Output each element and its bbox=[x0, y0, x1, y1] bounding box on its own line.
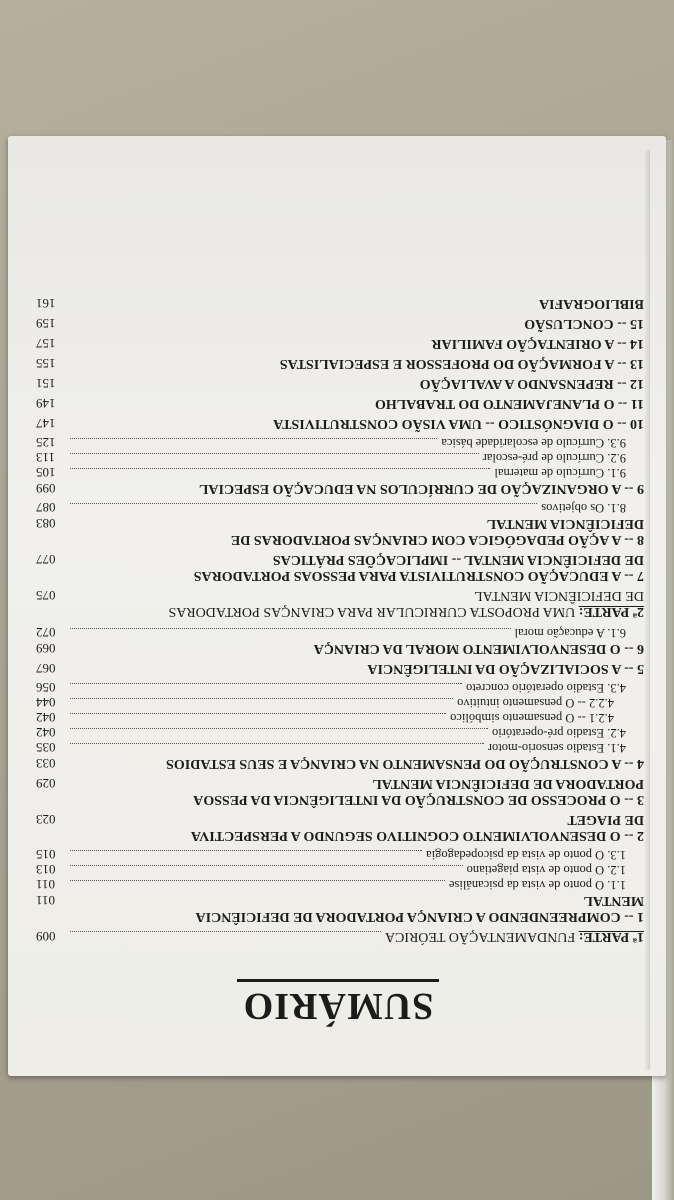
toc-chapter bbox=[36, 315, 644, 331]
subentry-title: 4.2.1 -- O pensamento simbólico bbox=[450, 711, 614, 725]
page-number: 023 bbox=[36, 812, 56, 827]
toc-chapter bbox=[36, 480, 644, 496]
subentry-title: 9.1. Currículo de maternal bbox=[494, 466, 626, 480]
dotted-leader bbox=[70, 683, 462, 684]
part-label: 2ª PARTE: bbox=[578, 604, 644, 619]
toc-chapter bbox=[36, 395, 644, 411]
page-number: 159 bbox=[36, 316, 56, 331]
toc-chapter bbox=[36, 892, 644, 924]
toc-subentry bbox=[36, 710, 644, 725]
dotted-leader bbox=[70, 728, 488, 729]
subentry-title: 6.1. A educação moral bbox=[514, 626, 626, 640]
toc-chapter bbox=[36, 375, 644, 391]
toc-chapter bbox=[36, 755, 644, 771]
toc-chapter bbox=[36, 415, 644, 431]
toc-subentry bbox=[36, 847, 644, 862]
chapter-title-line: BIBLIOGRAFIA bbox=[538, 296, 644, 311]
page-number: 044 bbox=[36, 695, 56, 710]
toc-subentry bbox=[36, 725, 644, 740]
chapter-title-line: 5 -- A SOCIALIZAÇÃO DA INTELIGÊNCIA bbox=[367, 661, 644, 676]
page-number: 105 bbox=[36, 465, 56, 480]
chapter-title-line: 12 -- REPENSANDO A AVALIAÇÃO bbox=[419, 376, 644, 391]
table-of-contents bbox=[36, 295, 644, 950]
page-number: 011 bbox=[36, 893, 56, 908]
chapter-title-line: DE DEFICIÊNCIA MENTAL -- IMPLICAÇÕES PRÁTICAS bbox=[272, 552, 644, 567]
chapter-title-line: 3 -- O PROCESSO DE CONSTRUÇÃO DA INTELIGÊNCIA DA PESSOA bbox=[193, 792, 644, 807]
toc-subentry bbox=[36, 435, 644, 450]
page-number: 099 bbox=[36, 481, 56, 496]
chapter-title-line: PORTADORA DE DEFICIÊNCIA MENTAL bbox=[372, 776, 644, 791]
dotted-leader bbox=[70, 865, 463, 866]
subentry-title: 4.1. Estadio sensorio-motor bbox=[487, 741, 626, 755]
toc-chapter bbox=[36, 660, 644, 676]
chapter-title-line: 11 -- O PLANEJAMENTO DO TRABALHO bbox=[374, 396, 644, 411]
subentry-title: 1.3. O ponto de vista da psicopedagogia bbox=[426, 848, 626, 862]
dotted-leader bbox=[70, 850, 422, 851]
dotted-leader bbox=[70, 931, 381, 932]
chapter-title-line: 4 -- A CONSTRUÇÃO DO PENSAMENTO NA CRIANÇA E SEUS ESTADIOS bbox=[166, 756, 644, 771]
subentry-title: 1.1. O ponto de vista da psicanálise bbox=[448, 878, 626, 892]
dotted-leader bbox=[70, 880, 445, 881]
toc-chapter bbox=[36, 295, 644, 311]
dotted-leader bbox=[70, 743, 484, 744]
page-number: 011 bbox=[36, 877, 56, 892]
page-number: 042 bbox=[36, 710, 56, 725]
subentry-title: 8.1. Os objetivos bbox=[541, 501, 626, 515]
toc-part-heading bbox=[36, 928, 644, 944]
page-number: 013 bbox=[36, 862, 56, 877]
toc-chapter bbox=[36, 355, 644, 371]
part-title: FUNDAMENTAÇÃO TEÓRICA bbox=[384, 929, 576, 944]
page-number: 151 bbox=[36, 376, 56, 391]
page-number: 075 bbox=[36, 588, 56, 603]
toc-subentry bbox=[36, 625, 644, 640]
chapter-title-line: 7 -- A EDUCAÇÃO CONSTRUTIVISTA PARA PESSOAS PORTADORAS bbox=[193, 568, 644, 583]
subentry-title: 4.2.2 -- O pensamento intuitivo bbox=[457, 696, 614, 710]
part-title-line: DE DEFICIÊNCIA MENTAL bbox=[474, 588, 644, 603]
subentry-title: 9.3. Currículo de escolaridade básica bbox=[441, 436, 626, 450]
page-number: 149 bbox=[36, 396, 56, 411]
toc-subentry bbox=[36, 450, 644, 465]
page-number: 087 bbox=[36, 500, 56, 515]
page-number: 072 bbox=[36, 625, 56, 640]
page-number: 035 bbox=[36, 740, 56, 755]
chapter-title-line: 8 -- A AÇÃO PEDAGÓGICA COM CRIANÇAS PORTADORAS DE bbox=[230, 532, 644, 547]
dotted-leader bbox=[70, 698, 453, 699]
page-number: 069 bbox=[36, 641, 56, 656]
toc-chapter bbox=[36, 335, 644, 351]
page-number: 015 bbox=[36, 847, 56, 862]
subentry-title: 1.2. O ponto de vista piagetiano bbox=[466, 863, 626, 877]
page-number: 033 bbox=[36, 756, 56, 771]
part-title-line: UMA PROPOSTA CURRICULAR PARA CRIANÇAS PORTADORAS bbox=[168, 604, 576, 619]
page-number: 009 bbox=[36, 929, 56, 944]
page-number: 067 bbox=[36, 661, 56, 676]
chapter-title-line: 14 -- A ORIENTAÇÃO FAMILIAR bbox=[431, 336, 644, 351]
page-number: 147 bbox=[36, 416, 56, 431]
dotted-leader bbox=[70, 628, 511, 629]
dotted-leader bbox=[70, 453, 479, 454]
chapter-title-line: 1 -- COMPREENDENDO A CRIANÇA PORTADORA DE DEFICIÊNCIA bbox=[195, 909, 644, 924]
toc-subentry bbox=[36, 465, 644, 480]
toc-subentry bbox=[36, 740, 644, 755]
dotted-leader bbox=[70, 503, 537, 504]
toc-subentry bbox=[36, 877, 644, 892]
toc-chapter bbox=[36, 551, 644, 583]
page-number: 157 bbox=[36, 336, 56, 351]
chapter-title-line: 9 -- A ORGANIZAÇÃO DE CURRÍCULOS NA EDUCAÇÃO ESPECIAL bbox=[199, 481, 644, 496]
toc-chapter bbox=[36, 515, 644, 547]
page-number: 155 bbox=[36, 356, 56, 371]
subentry-title: 9.2. Currículo de pré-escolar bbox=[482, 451, 626, 465]
toc-subentry bbox=[36, 500, 644, 515]
chapter-title-line: 15 -- CONCLUSÃO bbox=[524, 316, 644, 331]
toc-chapter bbox=[36, 640, 644, 656]
toc-subentry bbox=[36, 695, 644, 710]
page-number: 042 bbox=[36, 725, 56, 740]
page-number: 113 bbox=[36, 450, 56, 465]
toc-subentry bbox=[36, 862, 644, 877]
chapter-title-line: 6 -- O DESENVOLVIMENTO MORAL DA CRIANÇA bbox=[313, 641, 644, 656]
page-title: SUMÁRIO bbox=[237, 979, 440, 1028]
chapter-title-line: DE PIAGET bbox=[567, 812, 644, 827]
toc-chapter bbox=[36, 775, 644, 807]
toc-subentry bbox=[36, 680, 644, 695]
chapter-title-line: MENTAL bbox=[583, 893, 644, 908]
dotted-leader bbox=[70, 468, 490, 469]
chapter-title-line: 10 -- O DIAGNÓSTICO -- UMA VISÃO CONSTRUTIVISTA bbox=[273, 416, 644, 431]
subentry-title: 4.3. Estadio operatório concreto bbox=[465, 681, 626, 695]
page-number: 125 bbox=[36, 435, 56, 450]
page-number: 083 bbox=[36, 516, 56, 531]
page-number: 077 bbox=[36, 552, 56, 567]
chapter-title-line: DEFICIÊNCIA MENTAL bbox=[486, 516, 644, 531]
page-number: 161 bbox=[36, 296, 56, 311]
chapter-title-line: 2 -- O DESENVOLVIMENTO COGNITIVO SEGUNDO A PERSPECTIVA bbox=[190, 828, 644, 843]
page-number: 056 bbox=[36, 680, 56, 695]
subentry-title: 4.2. Estadio pré-operatório bbox=[492, 726, 626, 740]
chapter-title-line: 13 -- A FORMAÇÃO DO PROFESSOR E ESPECIALISTAS bbox=[279, 356, 644, 371]
dotted-leader bbox=[70, 713, 446, 714]
toc-chapter bbox=[36, 811, 644, 843]
page-number: 029 bbox=[36, 776, 56, 791]
toc-sheet bbox=[18, 140, 658, 1060]
part-label: 1ª PARTE: bbox=[578, 929, 644, 944]
toc-part-heading bbox=[36, 587, 644, 619]
dotted-leader bbox=[70, 438, 437, 439]
